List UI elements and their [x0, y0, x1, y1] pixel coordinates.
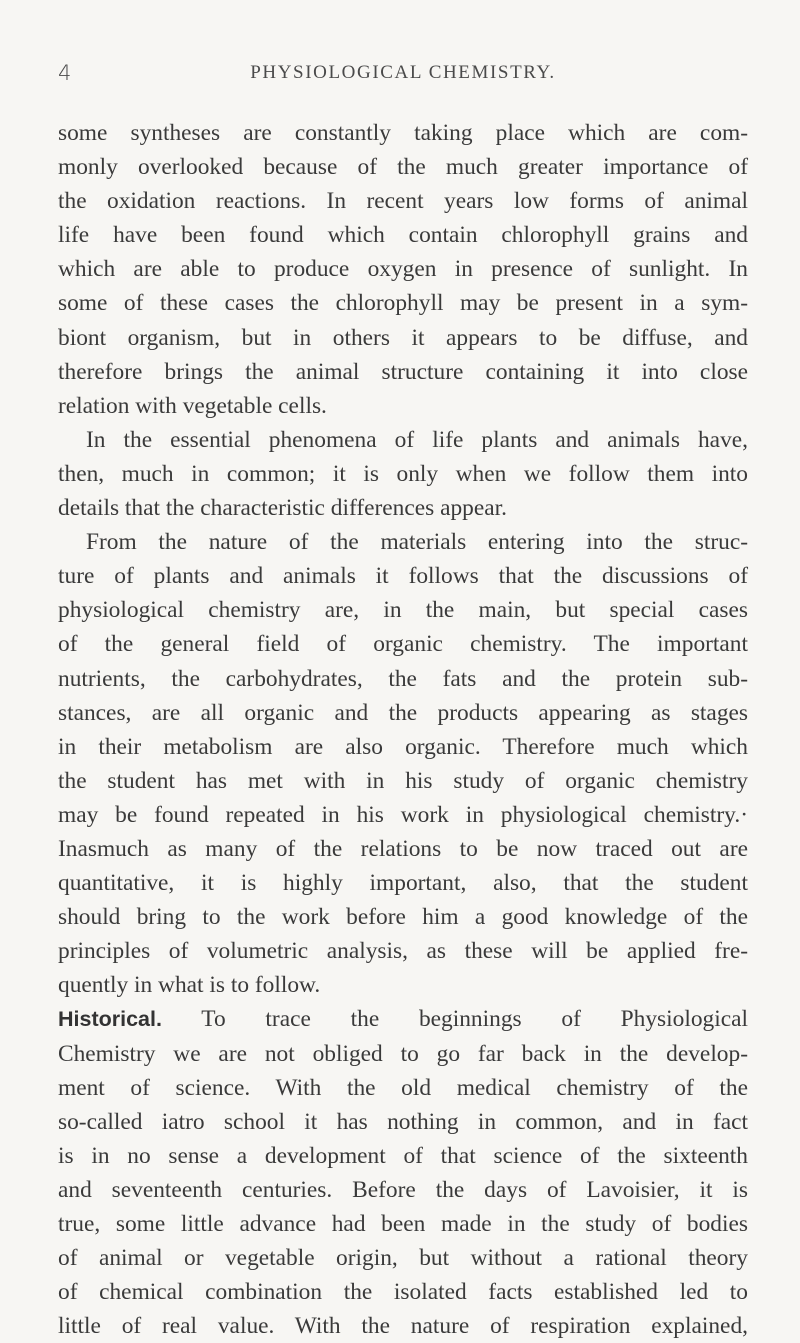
page-number: 4	[58, 61, 72, 85]
text-line: little of real value. With the nature of respiration explained,	[58, 1313, 748, 1340]
text-line: the oxidation reactions. In recent years low forms of animal	[58, 188, 748, 215]
text-line: relation with vegetable cells.	[58, 392, 327, 419]
text-line: the student has met with in his study of organic chemistry	[58, 767, 748, 794]
text-line: of the general field of organic chemistry. The important	[58, 631, 748, 658]
text-line: therefore brings the animal structure containing it into close	[58, 358, 748, 385]
text-line: ment of science. With the old medical chemistry of the	[58, 1074, 748, 1101]
text-line: details that the characteristic differences appear.	[58, 495, 507, 522]
text-line: should bring to the work before him a good knowledge of the	[58, 904, 748, 931]
text-line: Chemistry we are not obliged to go far back in the develop-	[58, 1040, 748, 1067]
text-line: true, some little advance had been made in the study of bodies	[58, 1211, 748, 1237]
text-line: stances, are all organic and the products appearing as stages	[58, 699, 748, 726]
text-line: physiological chemistry are, in the main, but special cases	[58, 597, 748, 624]
text-line: is in no sense a development of that science of the sixteenth	[58, 1142, 748, 1169]
text-line: In the essential phenomena of life plants and animals have,	[86, 426, 748, 453]
historical-section-line	[58, 1002, 748, 1036]
text-line: of chemical combination the isolated facts established led to	[58, 1279, 748, 1306]
text-line: quantitative, it is highly important, also, that the student	[58, 870, 748, 897]
body-text	[58, 116, 748, 1343]
text-line-continuation: To trace the beginnings of Physiological	[161, 1006, 748, 1033]
text-line: From the nature of the materials entering into the struc-	[86, 529, 748, 556]
text-line: ture of plants and animals it follows that the discussions of	[58, 563, 748, 590]
section-heading-historical: Historical.	[58, 1007, 162, 1032]
text-line: then, much in common; it is only when we follow them into	[58, 460, 748, 487]
text-line: and seventeenth centuries. Before the days of Lavoisier, it is	[58, 1176, 748, 1203]
text-line: of animal or vegetable origin, but without a rational theory	[58, 1245, 748, 1272]
text-line: nutrients, the carbohydrates, the fats and the protein sub-	[58, 665, 748, 692]
text-line: Inasmuch as many of the relations to be now traced out are	[58, 835, 748, 862]
running-head: PHYSIOLOGICAL CHEMISTRY.	[250, 62, 556, 83]
text-line: which are able to produce oxygen in presence of sunlight. In	[58, 256, 748, 283]
text-line: some of these cases the chlorophyll may be present in a sym-	[58, 290, 748, 317]
text-line: some syntheses are constantly taking place which are com-	[58, 120, 748, 146]
text-line: may be found repeated in his work in physiological chemistry.·	[58, 801, 748, 828]
text-line: life have been found which contain chlorophyll grains and	[58, 222, 748, 249]
text-line: biont organism, but in others it appears to be diffuse, and	[58, 324, 748, 351]
text-line: monly overlooked because of the much greater importance of	[58, 154, 748, 181]
text-line: in their metabolism are also organic. Therefore much which	[58, 733, 748, 760]
text-line: principles of volumetric analysis, as these will be applied fre-	[58, 938, 748, 965]
text-line: quently in what is to follow.	[58, 972, 321, 999]
page-header	[58, 58, 748, 88]
text-line: so-called iatro school it has nothing in common, and in fact	[58, 1108, 748, 1135]
